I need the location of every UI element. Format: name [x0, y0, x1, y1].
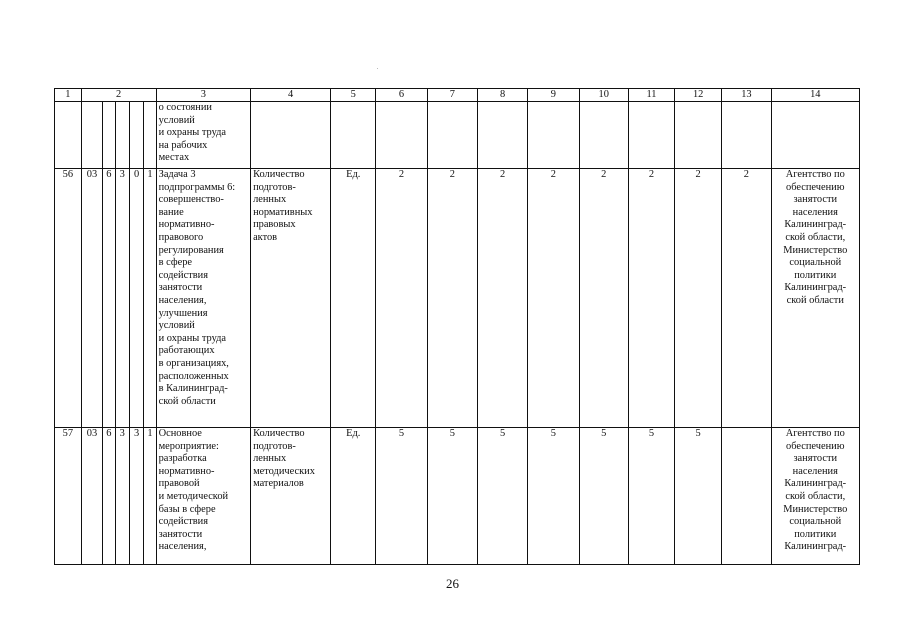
table-row	[55, 169, 860, 428]
header-col-13: 13	[722, 89, 771, 102]
code-cell	[144, 102, 156, 169]
code-cell: 6	[103, 169, 115, 428]
code-cell	[103, 102, 115, 169]
name-cell: Основное мероприятие: разработка нормативно- правовой и методической базы в сфере содействия занятости населения,	[156, 428, 250, 565]
header-col-8: 8	[477, 89, 527, 102]
code-cell: 0	[129, 169, 143, 428]
header-col-9: 9	[528, 89, 579, 102]
code-cell: 1	[144, 428, 156, 565]
unit-cell: Ед.	[331, 428, 376, 565]
indicator-cell: Количество подготов- ленных методических материалов	[251, 428, 331, 565]
indicators-table	[54, 88, 860, 565]
value-cell: 2	[722, 169, 771, 428]
code-cell: 3	[115, 169, 129, 428]
value-cell: 2	[675, 169, 722, 428]
value-cell: 2	[528, 169, 579, 428]
table-header-row	[55, 89, 860, 102]
header-col-12: 12	[675, 89, 722, 102]
responsible-cell: Агентство по обеспечению занятости населения Калининград- ской области, Министерство социальной политики Калининград- ской области	[771, 169, 859, 428]
page-number: 26	[446, 576, 459, 591]
value-cell: 5	[628, 428, 674, 565]
code-cell: 3	[129, 428, 143, 565]
responsible-cell	[771, 102, 859, 169]
header-col-2: 2	[81, 89, 156, 102]
value-cell: 5	[427, 428, 477, 565]
value-cell	[628, 102, 674, 169]
table-row	[55, 102, 860, 169]
code-cell: 03	[81, 169, 103, 428]
value-cell	[722, 428, 771, 565]
code-cell: 1	[144, 169, 156, 428]
value-cell: 2	[376, 169, 427, 428]
value-cell	[477, 102, 527, 169]
value-cell	[427, 102, 477, 169]
value-cell: 2	[579, 169, 628, 428]
header-col-3: 3	[156, 89, 250, 102]
header-col-1: 1	[55, 89, 82, 102]
value-cell: 5	[675, 428, 722, 565]
table-row	[55, 428, 860, 565]
value-cell: 2	[628, 169, 674, 428]
responsible-cell: Агентство по обеспечению занятости населения Калининград- ской области, Министерство социальной политики Калининград-	[771, 428, 859, 565]
value-cell	[528, 102, 579, 169]
code-cell	[115, 102, 129, 169]
value-cell: 2	[477, 169, 527, 428]
header-col-11: 11	[628, 89, 674, 102]
indicator-cell	[251, 102, 331, 169]
unit-cell: Ед.	[331, 169, 376, 428]
row-number: 57	[55, 428, 82, 565]
value-cell: 5	[477, 428, 527, 565]
value-cell	[722, 102, 771, 169]
code-cell	[129, 102, 143, 169]
value-cell	[376, 102, 427, 169]
header-col-5: 5	[331, 89, 376, 102]
value-cell: 5	[376, 428, 427, 565]
row-number: 56	[55, 169, 82, 428]
value-cell	[579, 102, 628, 169]
name-cell: Задача 3 подпрограммы 6: совершенство- вание нормативно- правового регулирования в сфере содействия занятости населения, улучшения условий и охраны труда работающих в организациях, расположенных в Калининград- ской области	[156, 169, 250, 428]
header-col-6: 6	[376, 89, 427, 102]
code-cell: 03	[81, 428, 103, 565]
header-col-10: 10	[579, 89, 628, 102]
unit-cell	[331, 102, 376, 169]
row-number	[55, 102, 82, 169]
header-col-7: 7	[427, 89, 477, 102]
value-cell: 5	[528, 428, 579, 565]
header-col-4: 4	[251, 89, 331, 102]
code-cell: 3	[115, 428, 129, 565]
code-cell: 6	[103, 428, 115, 565]
code-cell	[81, 102, 103, 169]
value-cell: 2	[427, 169, 477, 428]
scan-artifact	[377, 68, 378, 69]
value-cell	[675, 102, 722, 169]
header-col-14: 14	[771, 89, 859, 102]
indicator-cell: Количество подготов- ленных нормативных правовых актов	[251, 169, 331, 428]
name-cell: о состоянии условий и охраны труда на рабочих местах	[156, 102, 250, 169]
value-cell: 5	[579, 428, 628, 565]
